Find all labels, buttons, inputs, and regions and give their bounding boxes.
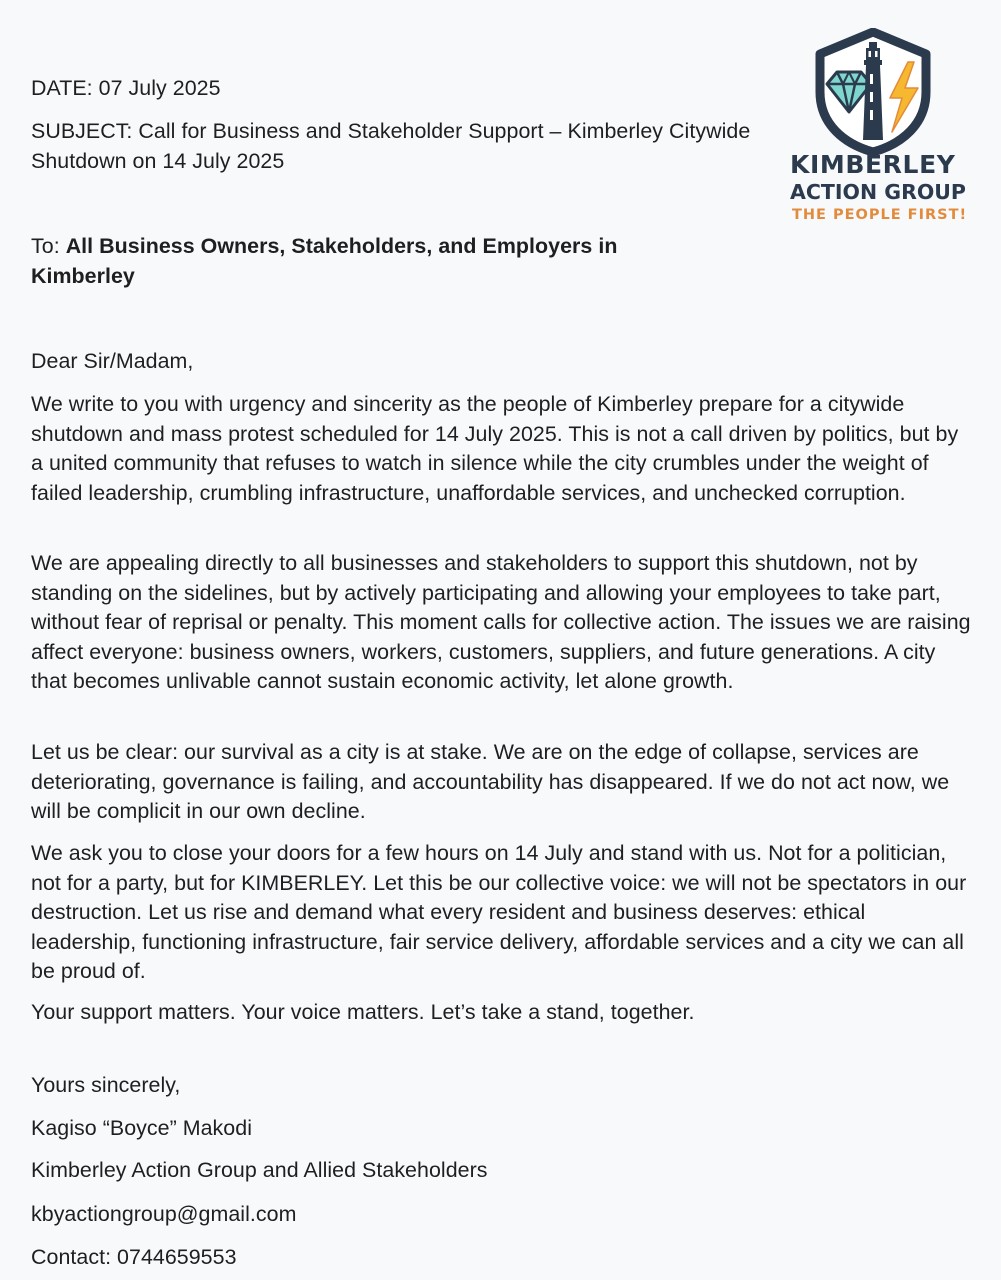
logo-tagline: THE PEOPLE FIRST! [792, 207, 968, 223]
recipient-label: To: [31, 234, 66, 258]
subject-line: SUBJECT: Call for Business and Stakeholder Support – Kimberley Citywide Shutdown on 14 July 2025 [31, 119, 751, 173]
organization-logo [786, 28, 968, 228]
contact-phone: Contact: 0744659553 [31, 1245, 237, 1269]
closing: Yours sincerely, [31, 1073, 181, 1097]
recipient-body: All Business Owners, Stakeholders, and Employers in Kimberley [31, 234, 618, 288]
body-paragraph: Your support matters. Your voice matters. Let’s take a stand, together. [31, 1000, 695, 1024]
salutation: Dear Sir/Madam, [31, 349, 194, 373]
contact-email[interactable]: kbyactiongroup@gmail.com [31, 1202, 297, 1226]
body-paragraph: We ask you to close your doors for a few hours on 14 July and stand with us. Not for a politician, not for a party, but for KIMBERLEY. Let this be our collective voice: we will not be spectators in our destruction. Let us rise and demand what every resident and business deserves: ethical leadership, functioning infrastructure, fair service delivery, affordable services and a city we can all be proud of. [31, 841, 967, 983]
body-paragraph: We write to you with urgency and sincerity as the people of Kimberley prepare for a citywide shutdown and mass protest scheduled for 14 July 2025. This is not a call driven by politics, but by a united community that refuses to watch in silence while the city crumbles under the weight of failed leadership, crumbling infrastructure, unaffordable services, and unchecked corruption. [31, 392, 959, 505]
shield-icon [810, 28, 936, 156]
logo-title-line2: ACTION GROUP [790, 180, 966, 204]
signer-name: Kagiso “Boyce” Makodi [31, 1116, 252, 1140]
date-line: DATE: 07 July 2025 [31, 76, 221, 100]
logo-title-line1: KIMBERLEY [790, 150, 956, 179]
recipient-line [31, 232, 711, 291]
body-paragraph: Let us be clear: our survival as a city is at stake. We are on the edge of collapse, services are deteriorating, governance is failing, and accountability has disappeared. If we do not act now, we will be complicit in our own decline. [31, 740, 950, 823]
body-paragraph: We are appealing directly to all businesses and stakeholders to support this shutdown, not by standing on the sidelines, but by actively participating and allowing your employees to take part, without fear of reprisal or penalty. This moment calls for collective action. The issues we are raising affect everyone: business owners, workers, customers, suppliers, and future generations. A city that becomes unlivable cannot sustain economic activity, let alone growth. [31, 551, 971, 693]
lighthouse-icon [863, 42, 883, 140]
signer-organization: Kimberley Action Group and Allied Stakeholders [31, 1158, 488, 1182]
